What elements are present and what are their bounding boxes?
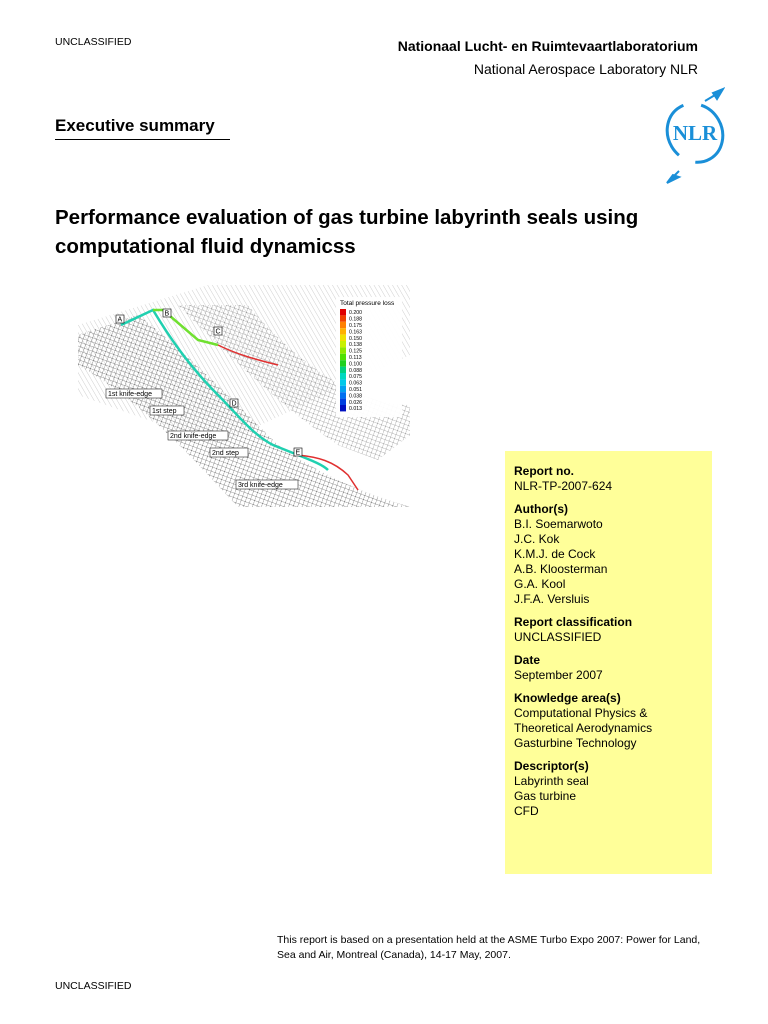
svg-text:C: C <box>215 328 221 336</box>
author-item: J.F.A. Versluis <box>514 592 590 606</box>
legend-value: 0.026 <box>349 399 362 406</box>
legend-value: 0.075 <box>349 374 362 381</box>
legend-swatch <box>340 379 346 385</box>
authors-label: Author(s) <box>514 502 568 516</box>
legend-swatch <box>340 399 346 405</box>
classification-bottom: UNCLASSIFIED <box>55 980 132 992</box>
legend-swatch <box>340 354 346 360</box>
cfd-figure <box>78 285 410 507</box>
legend-swatch <box>340 335 346 341</box>
annotation-2nd-step <box>210 448 248 457</box>
report-info-panel <box>505 451 712 874</box>
author-item: K.M.J. de Cock <box>514 547 596 561</box>
legend-value: 0.038 <box>349 393 362 400</box>
point-label-b <box>163 309 171 318</box>
annotation-1st-step <box>150 406 184 415</box>
knowledge-area-item: Computational Physics & <box>514 706 648 720</box>
descriptor-item: Gas turbine <box>514 789 577 803</box>
legend-value: 0.200 <box>349 310 362 317</box>
legend-swatch <box>340 373 346 379</box>
svg-text:A: A <box>117 316 123 324</box>
legend-swatch <box>340 328 346 334</box>
annotation-1st-knife-edge <box>106 389 162 398</box>
classification-label: Report classification <box>514 615 633 629</box>
descriptor-item: Labyrinth seal <box>514 774 589 788</box>
descriptor-item: CFD <box>514 804 539 818</box>
legend-value: 0.188 <box>349 316 362 323</box>
knowledge-area-item: Gasturbine Technology <box>514 736 637 750</box>
report-title: Performance evaluation of gas turbine labyrinth seals using computational fluid dynamicss <box>55 206 639 258</box>
legend-value: 0.150 <box>349 335 362 342</box>
svg-text:B: B <box>164 310 170 318</box>
legend-swatch <box>340 341 346 347</box>
date-label: Date <box>514 653 541 667</box>
legend-value: 0.138 <box>349 342 362 349</box>
institute-name-english: National Aerospace Laboratory NLR <box>473 61 698 77</box>
svg-text:2nd knife-edge: 2nd knife-edge <box>170 433 217 440</box>
legend-value: 0.013 <box>349 406 362 413</box>
report-no-label: Report no. <box>514 464 574 478</box>
annotation-3rd-knife-edge <box>236 480 298 489</box>
point-label-c <box>214 327 222 336</box>
legend-value: 0.100 <box>349 361 362 368</box>
author-item: G.A. Kool <box>514 577 566 591</box>
svg-text:D: D <box>231 400 237 408</box>
institute-name-dutch: Nationaal Lucht- en Ruimtevaartlaboratorium <box>397 38 698 54</box>
legend-swatch <box>340 392 346 398</box>
annotation-2nd-knife-edge <box>168 431 228 440</box>
legend-swatch <box>340 309 346 315</box>
svg-text:1st knife-edge: 1st knife-edge <box>108 391 152 398</box>
svg-text:3rd knife-edge: 3rd knife-edge <box>238 482 283 489</box>
legend-value: 0.051 <box>349 387 362 393</box>
legend-swatch <box>340 347 346 353</box>
legend-value: 0.125 <box>349 348 362 355</box>
author-item: A.B. Kloosterman <box>514 562 608 576</box>
author-item: J.C. Kok <box>514 532 560 546</box>
point-label-e <box>294 448 302 457</box>
legend-value: 0.063 <box>349 380 362 387</box>
point-label-a <box>116 315 124 324</box>
legend-swatch <box>340 367 346 373</box>
legend-swatch <box>340 405 346 411</box>
legend-value: 0.113 <box>349 355 362 361</box>
legend-title: Total pressure loss <box>340 300 395 307</box>
legend-value: 0.088 <box>349 367 362 374</box>
knowledge-area-label: Knowledge area(s) <box>514 691 621 705</box>
report-no-value: NLR-TP-2007-624 <box>514 479 613 493</box>
descriptors-label: Descriptor(s) <box>514 759 589 773</box>
legend-swatch <box>340 322 346 328</box>
legend-value: 0.163 <box>349 329 362 336</box>
section-underline <box>55 139 230 140</box>
legend-swatch <box>340 386 346 392</box>
date-value: September 2007 <box>514 668 603 682</box>
legend-swatch <box>340 360 346 366</box>
nlr-logo <box>665 87 725 185</box>
knowledge-area-item: Theoretical Aerodynamics <box>514 721 653 735</box>
color-legend <box>336 297 402 417</box>
footnote: This report is based on a presentation held at the ASME Turbo Expo 2007: Power for Land, Sea and Air, Montreal (Canada), 14-17 May, 2007. <box>277 934 701 961</box>
nlr-logo-text: NLR <box>672 121 718 145</box>
svg-text:2nd step: 2nd step <box>212 450 239 457</box>
classification-value: UNCLASSIFIED <box>514 630 602 644</box>
section-label: Executive summary <box>55 116 215 135</box>
svg-text:1st step: 1st step <box>152 408 177 415</box>
classification-top: UNCLASSIFIED <box>55 36 132 48</box>
legend-swatch <box>340 315 346 321</box>
svg-text:E: E <box>295 449 301 457</box>
legend-value: 0.175 <box>349 323 362 329</box>
author-item: B.I. Soemarwoto <box>514 517 603 531</box>
point-label-d <box>230 399 238 408</box>
